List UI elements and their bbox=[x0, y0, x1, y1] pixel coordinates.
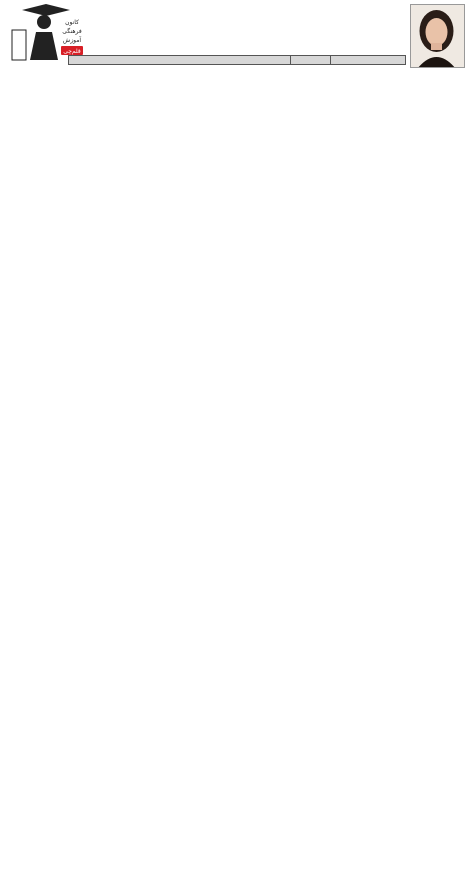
stats-label bbox=[69, 56, 290, 64]
info-row bbox=[68, 55, 406, 65]
grade-label bbox=[290, 56, 330, 64]
svg-text:کانون: کانون bbox=[65, 19, 79, 26]
report-header bbox=[0, 0, 468, 72]
student-photo bbox=[410, 4, 465, 68]
svg-text:آموزش: آموزش bbox=[62, 37, 82, 44]
portrait-image bbox=[410, 5, 464, 68]
svg-text:قلم‌چی: قلم‌چی bbox=[63, 48, 81, 55]
svg-text:فرهنگی: فرهنگی bbox=[62, 28, 82, 35]
student-name-label bbox=[330, 56, 405, 64]
